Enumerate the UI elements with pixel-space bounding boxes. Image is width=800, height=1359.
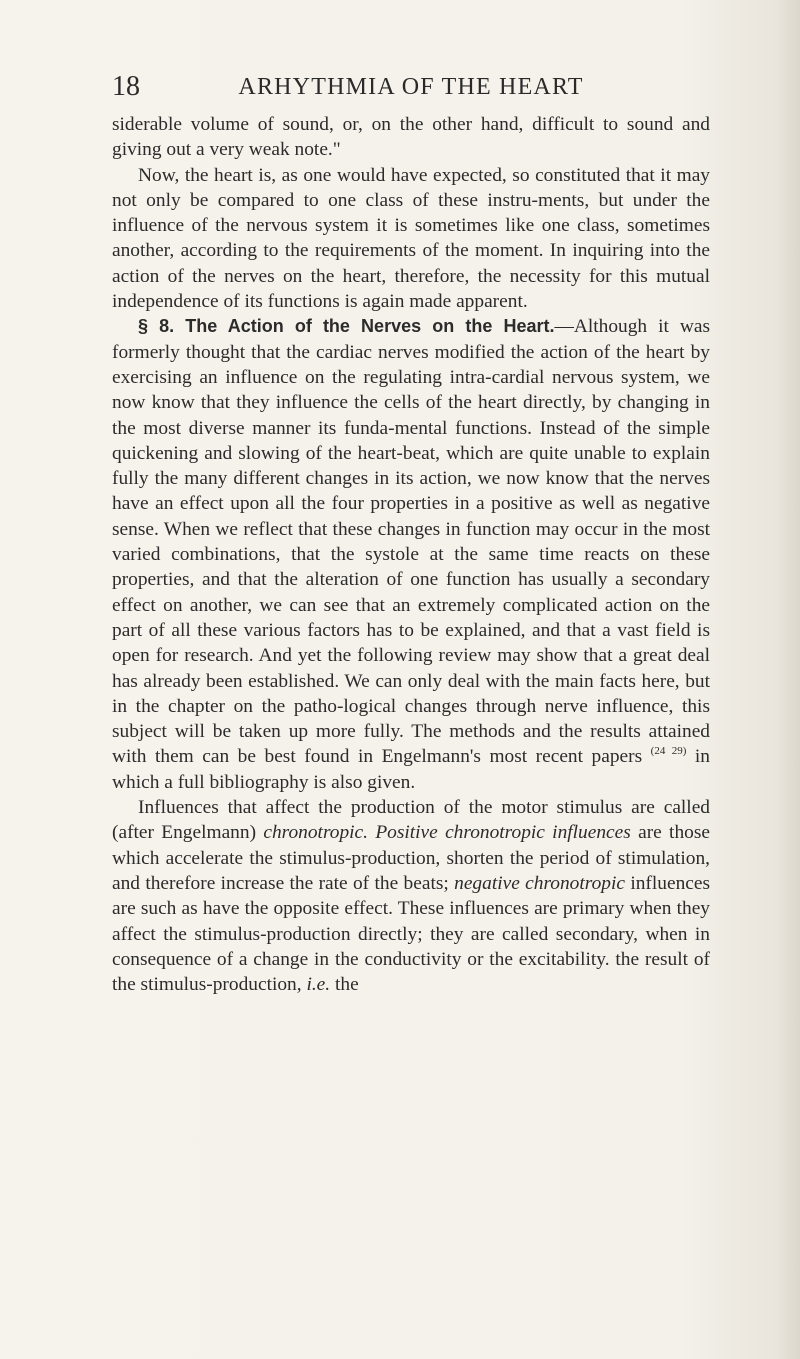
paragraph-heart-instruments: Now, the heart is, as one would have expected, so constituted that it may not only be compared to one class of these instru-ments, but under the influence of the nervous system it is sometimes like one class, sometimes another, according to the requirements of the moment. In inquiring into the action of the nerves on the heart, therefore, the necessity for this mutual independence of its functions is again made apparent.	[112, 164, 710, 313]
term-negative-chronotropic: negative chronotropic	[454, 872, 625, 894]
section-heading: § 8. The Action of the Nerves on the Heart.	[138, 316, 555, 337]
section-8-text: —Although it was formerly thought that the cardiac nerves modified the action of the heart by exercising an influence on the regulating intra-cardial nervous system, we now know that they influence the cells of the heart directly, by changing in the most diverse manner its funda-mental functions. Instead of the simple quickening and slowing of the heart-beat, which are quite unable to explain fully the many different changes in its action, we now know that the nerves have an effect upon all the four properties in a positive as well as negative sense. When we reflect that these changes in function may occur in the most varied combinations, that the systole at the same time reacts on these properties, and that the alteration of one function has usually a secondary effect on another, we can see that an extremely complicated action on the part of all these various factors has to be explained, and that a vast field is open for research. And yet the following review may show that a great deal has already been established. We can only deal with the main facts here, but in the chapter on the patho-logical changes through nerve influence, this subject will be taken up more fully. The methods and the results attained with them can be best found in Engelmann's most recent papers	[112, 316, 710, 768]
term-chronotropic: chronotropic.	[263, 822, 369, 844]
term-ie: i.e.	[306, 974, 331, 996]
chronotropic-text-c: are those which accelerate the stimulus-production, shorten the period of stimulation, and therefore increase the rate of the beats;	[112, 822, 710, 894]
chronotropic-text-d: influences are such as have the opposite effect. These influences are primary when they affect the stimulus-production directly; they are called secondary, when in consequence of a change in the conductivity or the excitability. the result of the stimulus-production,	[112, 872, 711, 996]
body-text	[112, 112, 710, 997]
paragraph-continuation: siderable volume of sound, or, on the other hand, difficult to sound and giving out a very weak note."	[112, 114, 710, 161]
chronotropic-text-e: the	[330, 974, 359, 996]
page-header	[112, 70, 710, 104]
section-8-text-end: in which a full bibliography is also given.	[112, 746, 710, 793]
chronotropic-text-a: Influences that affect the production of the motor stimulus are called (after Engelmann)	[112, 797, 710, 844]
term-positive-chronotropic: Positive chronotropic influences	[375, 822, 631, 844]
paragraph-section-8	[112, 314, 710, 795]
running-title: ARHYTHMIA OF THE HEART	[238, 74, 584, 100]
page-number: 18	[112, 71, 140, 102]
reference-superscript: (24 29)	[650, 745, 687, 758]
paragraph-chronotropic	[112, 795, 710, 997]
